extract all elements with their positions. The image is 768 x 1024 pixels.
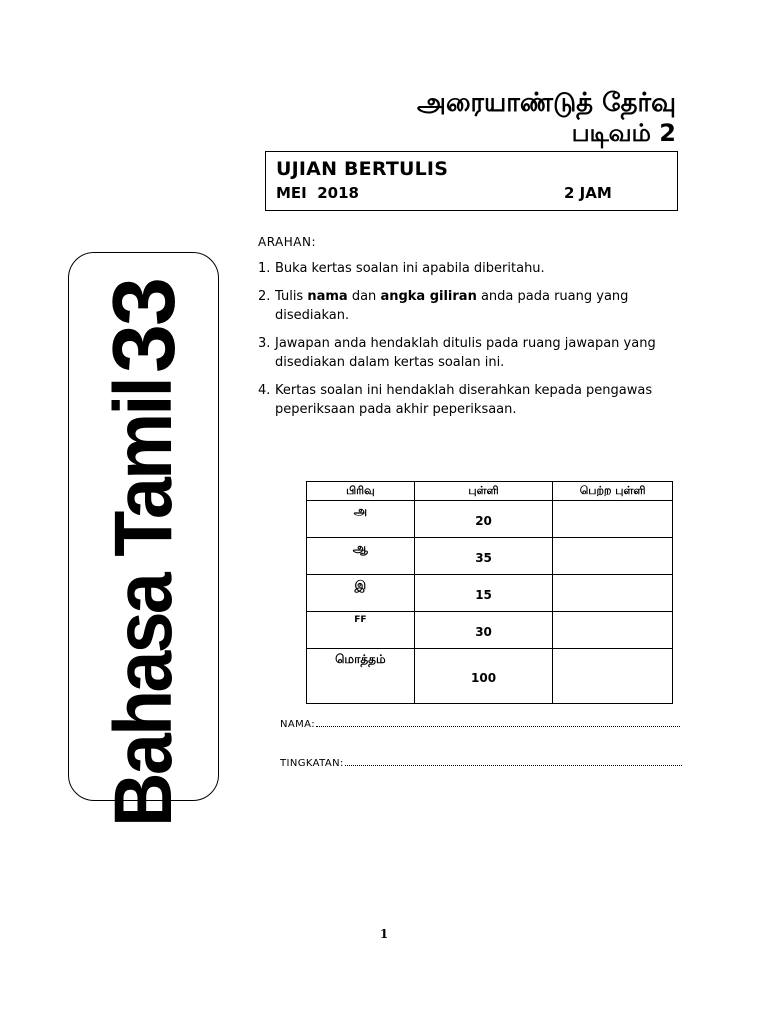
exam-duration: 2 JAM <box>564 184 612 202</box>
instruction-text-post: anda pada ruang yang disediakan. <box>275 289 633 323</box>
marks-cell: 30 <box>414 612 553 649</box>
instruction-text-mid: dan <box>347 289 381 304</box>
nama-dotted-line[interactable] <box>316 719 680 727</box>
marks-cell-total: 100 <box>414 649 553 704</box>
instruction-number: 3. <box>258 336 271 351</box>
instruction-number: 2. <box>258 289 271 304</box>
instruction-bold-angka-giliran: angka giliran <box>380 289 477 304</box>
section-cell: FF <box>307 612 415 649</box>
subject-card <box>68 252 219 827</box>
instruction-text: Kertas soalan ini hendaklah diserahkan kepada pengawas peperiksaan pada akhir peperiksaan. <box>275 383 653 417</box>
marks-cell: 35 <box>414 538 553 575</box>
instruction-text: Jawapan anda hendaklah ditulis pada ruang jawapan yang disediakan dalam kertas soalan ini. <box>275 336 656 370</box>
tingkatan-dotted-line[interactable] <box>345 758 682 766</box>
instruction-item <box>258 259 688 278</box>
exam-header-box <box>265 151 678 211</box>
obtained-cell[interactable] <box>553 501 673 538</box>
obtained-cell[interactable] <box>553 538 673 575</box>
table-row <box>307 538 673 575</box>
page-number: 1 <box>379 927 389 941</box>
instruction-bold-nama: nama <box>307 289 348 304</box>
instruction-item <box>258 334 688 372</box>
table-row-total <box>307 649 673 704</box>
instruction-number: 4. <box>258 383 271 398</box>
exam-title <box>417 88 676 148</box>
header-marks-obtained: பெற்ற புள்ளி <box>553 482 673 501</box>
section-cell-total: மொத்தம் <box>307 649 415 704</box>
section-cell: அ <box>307 501 415 538</box>
table-row <box>307 501 673 538</box>
subject-code-wrap <box>69 253 218 398</box>
exam-title-line1: அரையாண்டுத் தேர்வு <box>417 88 676 118</box>
nama-field[interactable] <box>280 719 680 730</box>
marks-table-header <box>307 482 673 501</box>
instruction-number: 1. <box>258 261 271 276</box>
table-row <box>307 612 673 649</box>
subject-code: 33 <box>93 278 193 373</box>
exam-type: UJIAN BERTULIS <box>276 158 449 180</box>
obtained-cell[interactable] <box>553 575 673 612</box>
header-marks: புள்ளி <box>414 482 553 501</box>
header-section: பிரிவு <box>307 482 415 501</box>
instruction-item <box>258 381 688 419</box>
nama-label: NAMA: <box>280 719 315 730</box>
instruction-item <box>258 287 688 325</box>
instruction-text: Buka kertas soalan ini apabila diberitahu. <box>275 261 545 276</box>
section-cell: இ <box>307 575 415 612</box>
instructions <box>258 233 688 428</box>
instruction-text-pre: Tulis <box>275 289 308 304</box>
marks-cell: 15 <box>414 575 553 612</box>
exam-date-row <box>276 184 667 202</box>
subject-name-wrap <box>69 378 218 827</box>
tingkatan-field[interactable] <box>280 758 682 769</box>
marks-cell: 20 <box>414 501 553 538</box>
table-row <box>307 575 673 612</box>
exam-title-line2: படிவம் 2 <box>571 119 676 148</box>
tingkatan-label: TINGKATAN: <box>280 758 344 769</box>
obtained-cell-total[interactable] <box>553 649 673 704</box>
instructions-heading: ARAHAN: <box>258 235 317 249</box>
marks-table <box>306 481 673 704</box>
subject-name: Bahasa Tamil <box>97 378 189 827</box>
instructions-list <box>258 259 688 419</box>
exam-month-year: MEI 2018 <box>276 184 359 202</box>
section-cell: ஆ <box>307 538 415 575</box>
obtained-cell[interactable] <box>553 612 673 649</box>
